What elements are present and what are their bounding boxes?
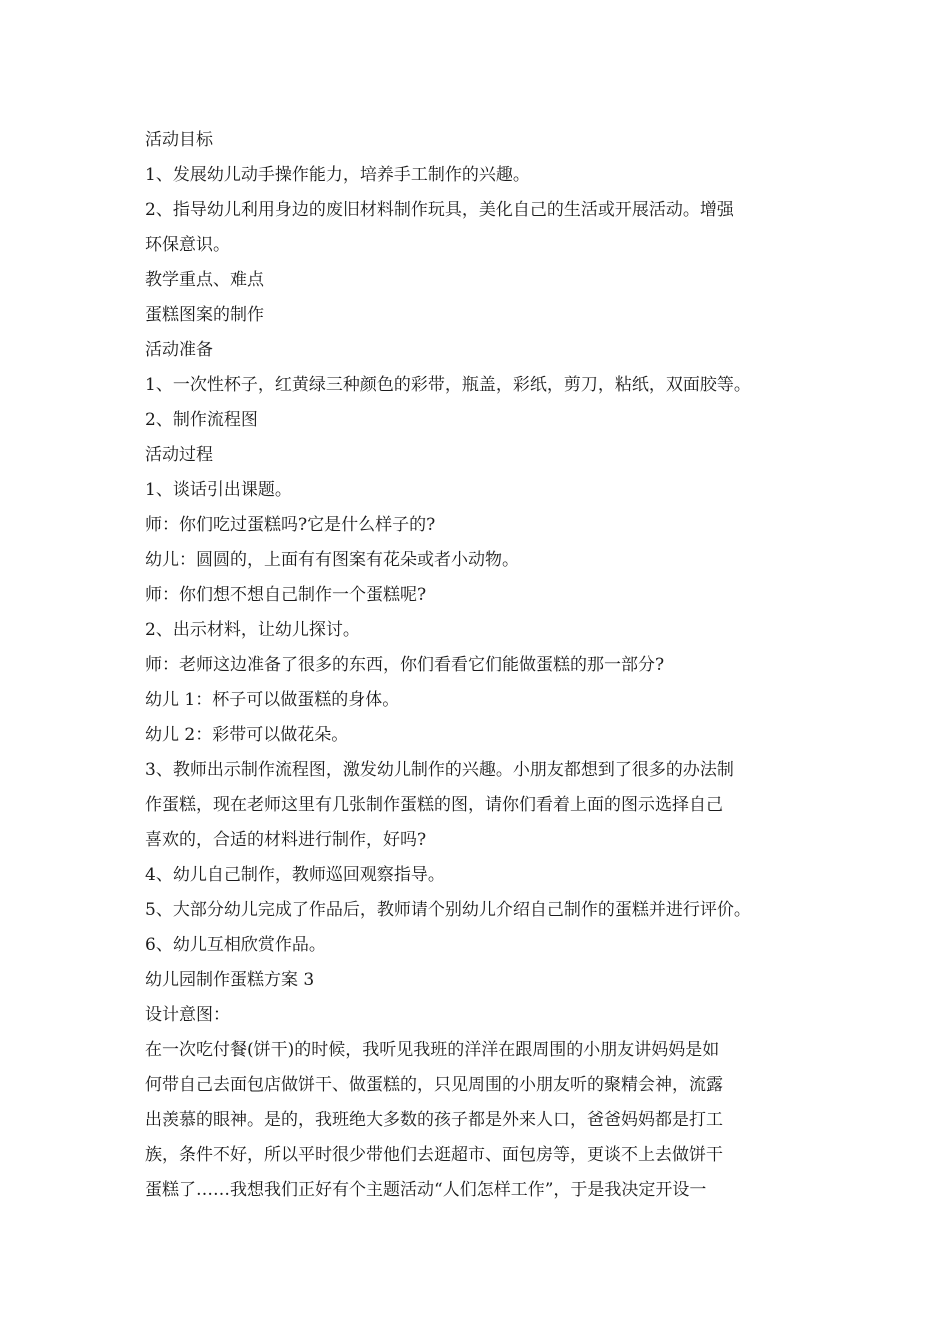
section-heading-key-points: 教学重点、难点 (145, 270, 264, 290)
paragraph-line: 幼儿：圆圆的，上面有有图案有花朵或者小动物。 (145, 550, 519, 570)
section-heading-preparation: 活动准备 (145, 340, 213, 360)
paragraph-line: 2、指导幼儿利用身边的废旧材料制作玩具，美化自己的生活或开展活动。增强 (145, 200, 734, 220)
section-heading-plan-3: 幼儿园制作蛋糕方案 3 (145, 970, 315, 990)
document-body (145, 123, 815, 1208)
paragraph-line: 幼儿 2：彩带可以做花朵。 (145, 725, 349, 745)
paragraph-line: 1、谈话引出课题。 (145, 480, 292, 500)
paragraph-line: 环保意识。 (145, 235, 230, 255)
section-heading-process: 活动过程 (145, 445, 213, 465)
paragraph-line: 蛋糕图案的制作 (145, 305, 264, 325)
paragraph-line: 2、出示材料，让幼儿探讨。 (145, 620, 360, 640)
paragraph-line: 族，条件不好，所以平时很少带他们去逛超市、面包房等，更谈不上去做饼干 (145, 1145, 723, 1165)
section-heading-activity-goals: 活动目标 (145, 130, 213, 150)
paragraph-line: 出羡慕的眼神。是的，我班绝大多数的孩子都是外来人口，爸爸妈妈都是打工 (145, 1110, 723, 1130)
paragraph-line: 幼儿 1：杯子可以做蛋糕的身体。 (145, 690, 400, 710)
paragraph-line: 1、一次性杯子，红黄绿三种颜色的彩带，瓶盖，彩纸，剪刀，粘纸，双面胶等。 (145, 375, 751, 395)
paragraph-line: 师：老师这边准备了很多的东西，你们看看它们能做蛋糕的那一部分? (145, 655, 665, 675)
paragraph-line: 喜欢的，合适的材料进行制作，好吗? (145, 830, 427, 850)
paragraph-line: 在一次吃付餐(饼干)的时候，我听见我班的洋洋在跟周围的小朋友讲妈妈是如 (145, 1040, 720, 1060)
section-heading-design-intent: 设计意图： (145, 1005, 230, 1025)
paragraph-line: 师：你们吃过蛋糕吗?它是什么样子的? (145, 515, 436, 535)
paragraph-line: 3、教师出示制作流程图，激发幼儿制作的兴趣。小朋友都想到了很多的办法制 (145, 760, 734, 780)
paragraph-line: 6、幼儿互相欣赏作品。 (145, 935, 326, 955)
paragraph-line: 作蛋糕，现在老师这里有几张制作蛋糕的图，请你们看着上面的图示选择自己 (145, 795, 723, 815)
paragraph-line: 何带自己去面包店做饼干、做蛋糕的，只见周围的小朋友听的聚精会神，流露 (145, 1075, 723, 1095)
paragraph-line: 4、幼儿自己制作，教师巡回观察指导。 (145, 865, 445, 885)
paragraph-line: 师：你们想不想自己制作一个蛋糕呢? (145, 585, 427, 605)
paragraph-line: 5、大部分幼儿完成了作品后，教师请个别幼儿介绍自己制作的蛋糕并进行评价。 (145, 900, 751, 920)
paragraph-line: 1、发展幼儿动手操作能力，培养手工制作的兴趣。 (145, 165, 530, 185)
paragraph-line: 蛋糕了……我想我们正好有个主题活动“人们怎样工作”，于是我决定开设一 (145, 1180, 707, 1200)
paragraph-line: 2、制作流程图 (145, 410, 258, 430)
